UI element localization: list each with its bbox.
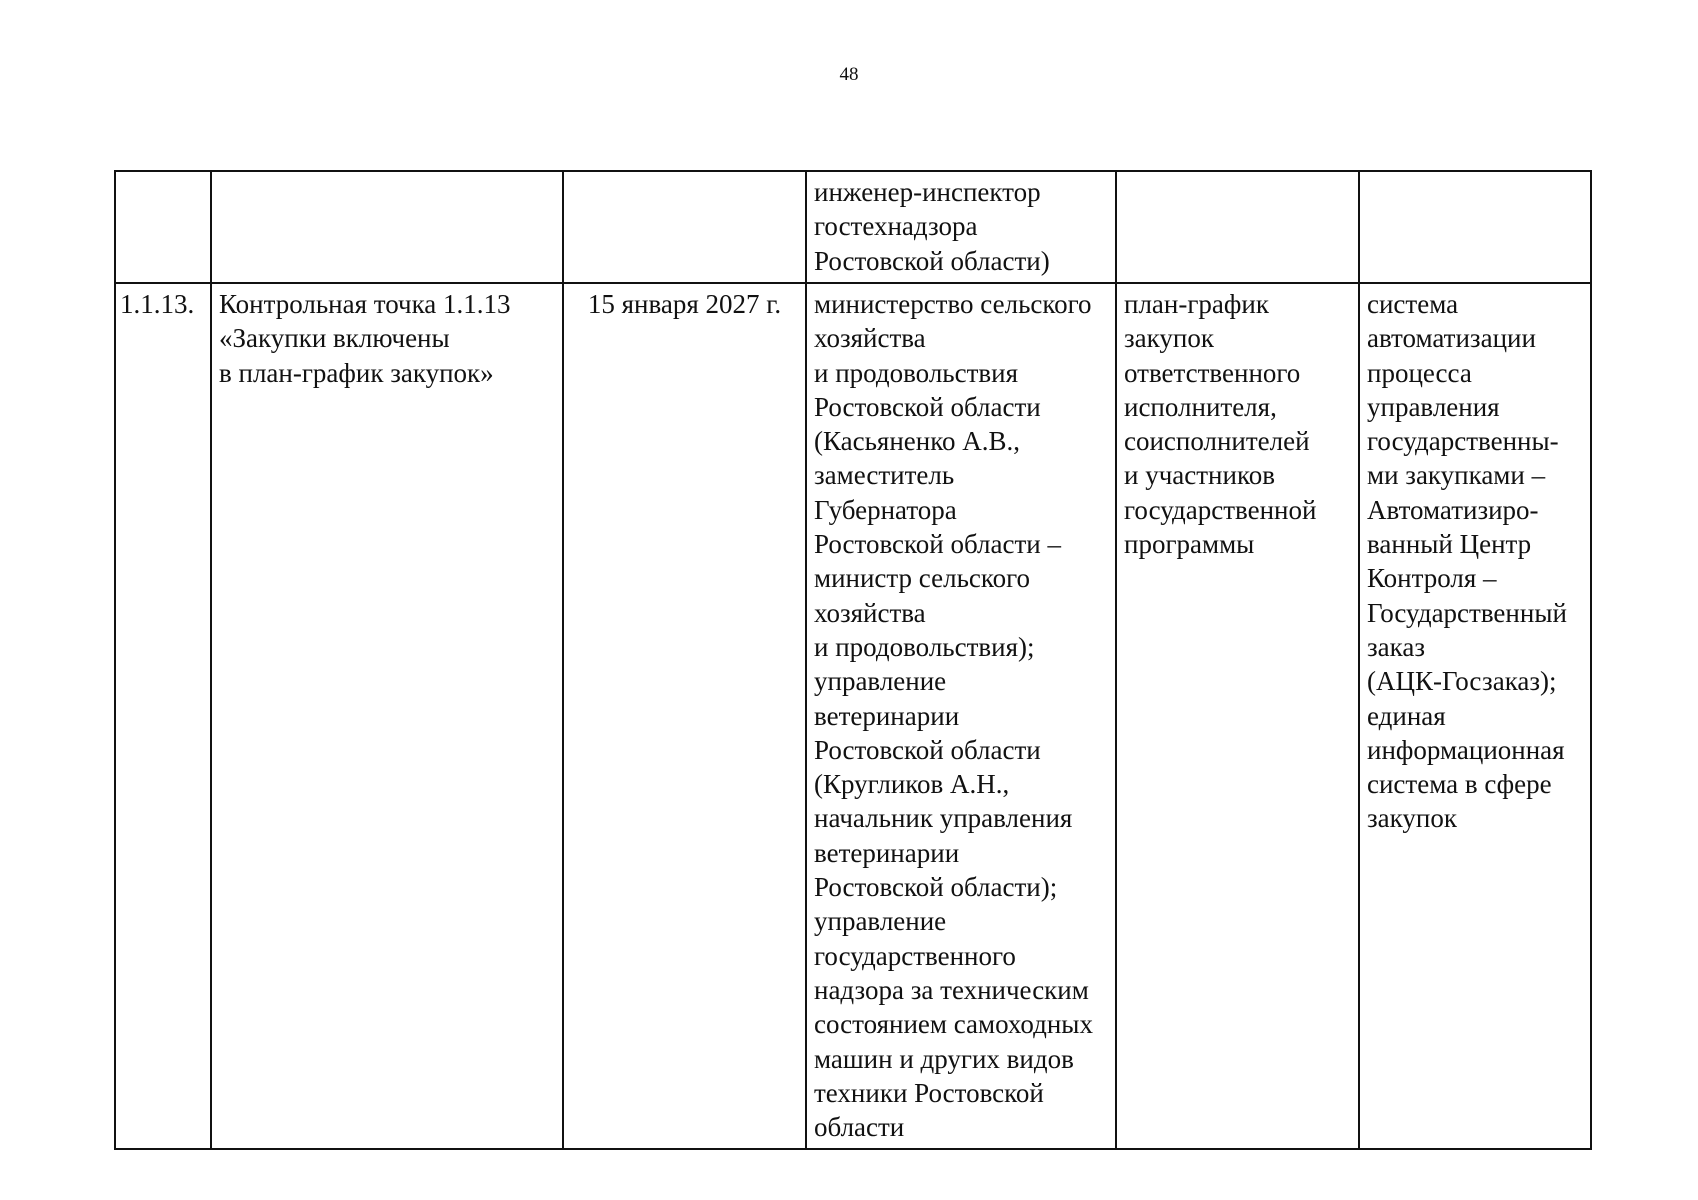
cell-date-text: 15 января 2027 г.: [587, 289, 782, 319]
cell-document: [1116, 171, 1359, 283]
cell-date: [563, 171, 806, 283]
cell-date: [563, 283, 806, 1149]
table-row-continued: [115, 171, 1591, 283]
cell-number: [115, 171, 211, 283]
cell-name-text: Контрольная точка 1.1.13 «Закупки включены в план-график закупок»: [219, 289, 511, 388]
cell-system: [1359, 171, 1591, 283]
cell-system: [1359, 283, 1591, 1149]
cell-number-text: 1.1.13.: [120, 289, 195, 319]
cell-responsible: [806, 171, 1116, 283]
cell-responsible-text: министерство сельского хозяйства и продовольствия Ростовской области (Касьяненко А.В., заместитель Губернатора Ростовской области – министр сельского хозяйства и продовольствия); управление ветеринарии Ростовской области (Кругликов А.Н., начальник управления ветеринарии Ростовской области); управление государственного надзора за техническим состоянием самоходных машин и других видов техники Ростовской области: [814, 289, 1093, 1143]
cell-name: [211, 171, 563, 283]
cell-name: [211, 283, 563, 1149]
cell-system-text: система автоматизации процесса управления государственны- ми закупками – Автоматизиро- ванный Центр Контроля – Государственный заказ (АЦК-Госзаказ); единая информационная система в сфере закупок: [1367, 289, 1567, 834]
cell-document-text: план-график закупок ответственного исполнителя, соисполнителей и участников государственной программы: [1124, 289, 1317, 560]
page-number: 48: [839, 64, 859, 85]
plan-table: [114, 170, 1592, 1150]
cell-document: [1116, 283, 1359, 1149]
table-row-1-1-13: [115, 283, 1591, 1149]
cell-responsible: [806, 283, 1116, 1149]
cell-number: [115, 283, 211, 1149]
cell-responsible-text: инженер-инспектор гостехнадзора Ростовской области): [814, 177, 1050, 276]
